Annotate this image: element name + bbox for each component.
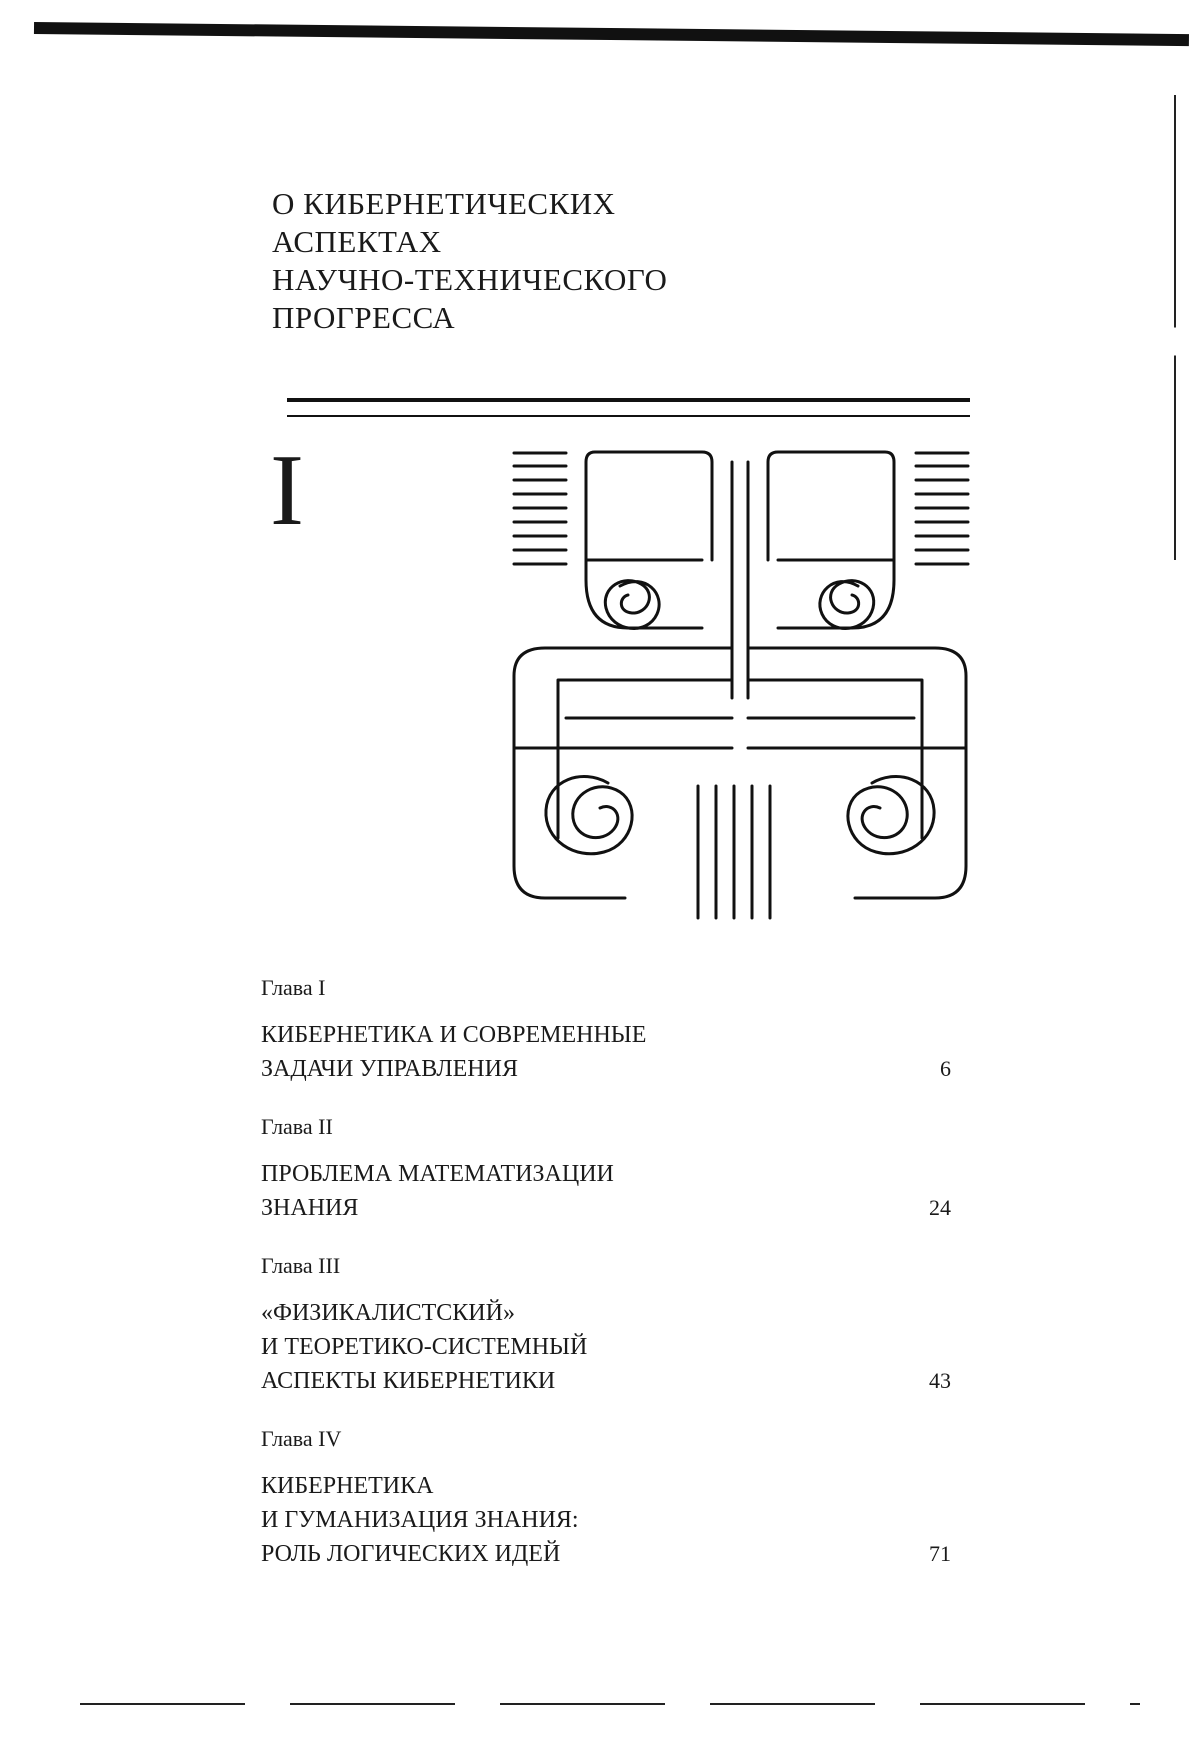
page-number: 24	[929, 1195, 951, 1220]
page-number: 71	[929, 1541, 951, 1566]
upper-left-scroll	[586, 452, 712, 628]
page-number: 6	[940, 1056, 951, 1081]
chapter-title	[261, 1018, 821, 1086]
toc-entry[interactable]	[261, 1113, 961, 1225]
section-title-line: О КИБЕРНЕТИЧЕСКИХ	[272, 186, 616, 221]
middle-frame	[514, 648, 966, 898]
chapter-label: Глава I	[261, 975, 326, 1000]
section-title	[272, 185, 667, 337]
chapter-title-line: РОЛЬ ЛОГИЧЕСКИХ ИДЕЙ	[261, 1541, 561, 1567]
chapter-title-line: «ФИЗИКАЛИСТСКИЙ»	[261, 1300, 515, 1326]
bottom-dashed-rule	[80, 1703, 1140, 1705]
section-title-line: АСПЕКТАХ	[272, 224, 442, 259]
chapter-label: Глава III	[261, 1253, 341, 1278]
double-rule	[287, 398, 970, 417]
chapter-title-line: И ГУМАНИЗАЦИЯ ЗНАНИЯ:	[261, 1507, 579, 1533]
chapter-label: Глава II	[261, 1114, 333, 1139]
chapter-title-line: ПРОБЛЕМА МАТЕМАТИЗАЦИИ	[261, 1161, 614, 1187]
chapter-title	[261, 1157, 821, 1225]
chapter-title-line: И ТЕОРЕТИКО-СИСТЕМНЫЙ	[261, 1334, 588, 1360]
chapter-title-line: КИБЕРНЕТИКА	[261, 1473, 434, 1499]
chapter-label: Глава IV	[261, 1426, 342, 1451]
chapter-title-line: ЗАДАЧИ УПРАВЛЕНИЯ	[261, 1056, 518, 1082]
left-hatch-lines	[514, 453, 566, 564]
toc-entry[interactable]	[261, 1252, 961, 1398]
chapter-title	[261, 1469, 821, 1571]
part-numeral: I	[270, 434, 304, 547]
page-edge-rule	[1174, 95, 1176, 560]
table-of-contents	[261, 974, 961, 1598]
page-number: 43	[929, 1368, 951, 1393]
right-hatch-lines	[916, 453, 968, 564]
section-title-line: ПРОГРЕССА	[272, 300, 456, 335]
section-title-line: НАУЧНО-ТЕХНИЧЕСКОГО	[272, 262, 668, 297]
chapter-title	[261, 1296, 821, 1398]
chapter-title-line: КИБЕРНЕТИКА И СОВРЕМЕННЫЕ	[261, 1022, 647, 1048]
scroll-spiral-ornament-icon	[500, 448, 980, 928]
chapter-title-line: ЗНАНИЯ	[261, 1195, 359, 1221]
toc-entry[interactable]	[261, 974, 961, 1086]
upper-right-scroll	[768, 452, 894, 628]
chapter-title-line: АСПЕКТЫ КИБЕРНЕТИКИ	[261, 1368, 556, 1394]
top-rule	[34, 22, 1189, 46]
toc-entry[interactable]	[261, 1425, 961, 1571]
base-columns	[698, 786, 770, 918]
central-stem	[732, 462, 748, 698]
